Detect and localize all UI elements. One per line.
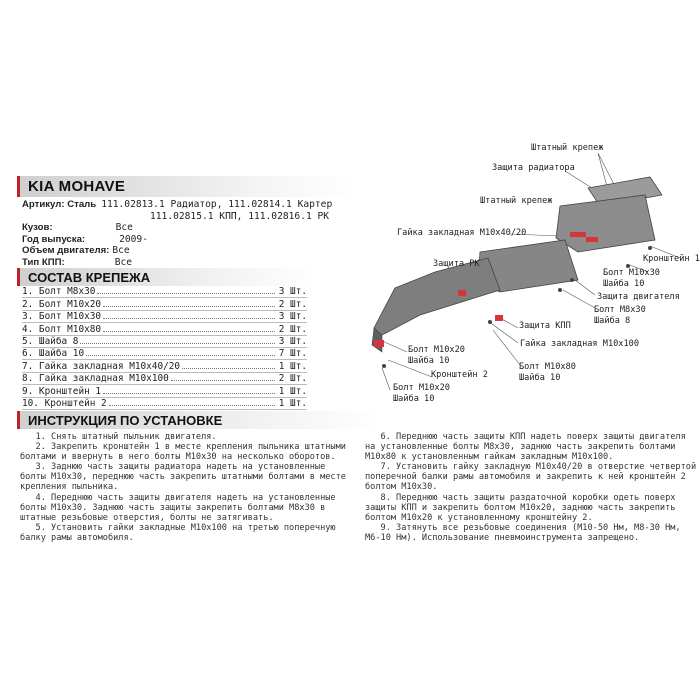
leader-dots [109,405,275,406]
bolt-part [495,315,503,321]
nut-m10x100-part [458,290,466,296]
fastener-row [22,336,307,348]
bracket2-part [374,340,384,347]
vehicle-info [22,199,362,269]
fasteners-heading-bar [17,268,315,286]
callout-bolt-m10x30: Болт М10х30 [603,268,660,278]
article-row [22,199,362,211]
callout-engine: Защита двигателя [597,292,680,302]
callout-washer10-d: Шайба 10 [393,394,435,404]
callout-bracket1: Кронштейн 1 [643,254,700,264]
fasteners-list [22,286,307,410]
fastener-name: 5. Шайба 8 [22,335,79,347]
leader-dots [182,368,275,369]
leader-dots [80,343,275,344]
fastener-qty: 1 Шт. [278,385,307,397]
fastener-row [22,385,307,397]
callout-radiator: Защита радиатора [492,163,575,173]
engine-row [22,245,362,257]
fastener-row [22,348,307,360]
instructions-right-column: 6. Переднюю часть защиты КПП надеть поверх защиты двигателя на установленные болты М8х30, заднюю часть закрепить болтами М10х80 к установленным гайкам закладным М10х100. 7. Установить гайку закладную М10х40/20 в отверстие четвертой поперечной балки рамы автомобиля и закрепить к ней кронштейн 2 болтом М10х30. 8. Переднюю часть защиты раздаточной коробки одеть поверх защиты КПП и закрепить болтом М10х20, заднюю часть закрепить болтом М10х20 к установленному кронштейну 2. 9. Затянуть все резьбовые соединения (М10-50 Нм, М8-30 Нм, М6-10 Нм). Использование пневмоинструмента запрещено. [365,432,697,543]
body-row [22,222,362,234]
leader-dots [103,306,275,307]
fastener-row [22,373,307,385]
leader-dots [97,293,275,294]
callout-bolt-m10x20-b: Болт М10х20 [393,383,450,393]
callout-shtatny-mid: Штатный крепеж [480,196,553,206]
callout-bracket2: Кронштейн 2 [431,370,488,380]
transfer-case-guard-plate [374,258,500,335]
fastener-qty: 2 Шт. [278,298,307,310]
callout-nut-m10x100: Гайка закладная М10х100 [520,339,639,349]
callout-kpp: Защита КПП [519,321,571,331]
fastener-qty: 3 Шт. [278,286,307,298]
fastener-name: 8. Гайка закладная М10х100 [22,373,169,385]
callout-bolt-m10x20-a: Болт М10х20 [408,345,465,355]
nut-part [586,237,598,242]
engine-value: Все [112,245,130,257]
callout-shtatny-top: Штатный крепеж [531,143,604,153]
fastener-qty: 7 Шт. [278,348,307,360]
instructions-left-column: 1. Снять штатный пыльник двигателя. 2. Закрепить кронштейн 1 в месте крепления пыльника штатными болтами и ввернуть в него болты М10х30 на несколько оборотов. 3. Заднюю часть защиты радиатора надеть на установленные болты М10х30, переднюю часть закрепить штатными болтами в месте крепления пыльника. 4. Переднюю часть защиты двигателя надеть на установленные болты М10х30. Заднюю часть защиты закрепить болтами М8х30 в штатные резьбовые отверстия, болты не затягивать. 5. Установить гайки закладные М10х100 на третью поперечную балку рамы автомобиля. [20,432,346,543]
nut-m10x40-part [570,232,586,237]
fastener-name: 9. Кронштейн 1 [22,385,102,397]
callout-washer10-b: Шайба 10 [408,356,450,366]
fastener-row [22,360,307,372]
fastener-name: 2. Болт М10х20 [22,298,102,310]
fastener-qty: 1 Шт. [278,397,307,409]
fastener-name: 1. Болт М8х30 [22,286,96,298]
gearbox-value: Все [114,256,133,268]
engine-label: Объем двигателя: [22,245,110,257]
fastener-name: 4. Болт М10х80 [22,323,102,335]
fastener-name: 7. Гайка закладная М10х40/20 [22,360,181,372]
body-value: Все [115,222,133,234]
article-value: 111.02813.1 Радиатор, 111.02814.1 Картер [101,199,333,210]
callout-washer10-c: Шайба 10 [519,373,561,383]
callout-nut-m10x40: Гайка закладная М10х40/20 [397,228,527,238]
callout-washer8: Шайба 8 [594,316,631,326]
gearbox-label: Тип КПП: [22,256,65,268]
instructions-heading-bar [17,411,380,429]
fastener-name: 10. Кронштейн 2 [22,397,107,409]
instructions-heading: ИНСТРУКЦИЯ ПО УСТАНОВКЕ [28,413,223,428]
fastener-name: 6. Шайба 10 [22,348,85,360]
fastener-row [22,398,307,410]
body-label: Кузов: [22,222,53,234]
model-title-bar [17,176,358,197]
year-label: Год выпуска: [22,233,86,245]
year-row [22,234,362,246]
fastener-row [22,311,307,323]
leader-dots [86,355,275,356]
fastener-name: 3. Болт М10х30 [22,311,102,323]
model-title: KIA MOHAVE [28,178,126,195]
leader-dots [171,380,275,381]
year-value: 2009- [119,233,148,245]
article-label: Артикул: Сталь [22,199,97,210]
callout-bolt-m10x80: Болт М10х80 [519,362,576,372]
fastener-qty: 3 Шт. [278,311,307,323]
gearbox-row [22,257,362,269]
leader-dots [103,393,275,394]
fastener-qty: 3 Шт. [278,335,307,347]
leader-dots [103,331,275,332]
fastener-qty: 1 Шт. [278,360,307,372]
article-value-continued: 111.02815.1 КПП, 111.02816.1 РК [150,210,330,222]
fastener-row [22,323,307,335]
fastener-qty: 2 Шт. [278,373,307,385]
callout-washer10-a: Шайба 10 [603,279,645,289]
fastener-row [22,298,307,310]
fastener-row [22,286,307,298]
fasteners-heading: СОСТАВ КРЕПЕЖА [28,270,151,285]
callout-bolt-m8x30: Болт М8х30 [594,305,646,315]
leader-dots [103,318,275,319]
engine-guard-plate [556,195,655,252]
callout-rk: Защита РК [433,259,480,269]
fastener-qty: 2 Шт. [278,323,307,335]
